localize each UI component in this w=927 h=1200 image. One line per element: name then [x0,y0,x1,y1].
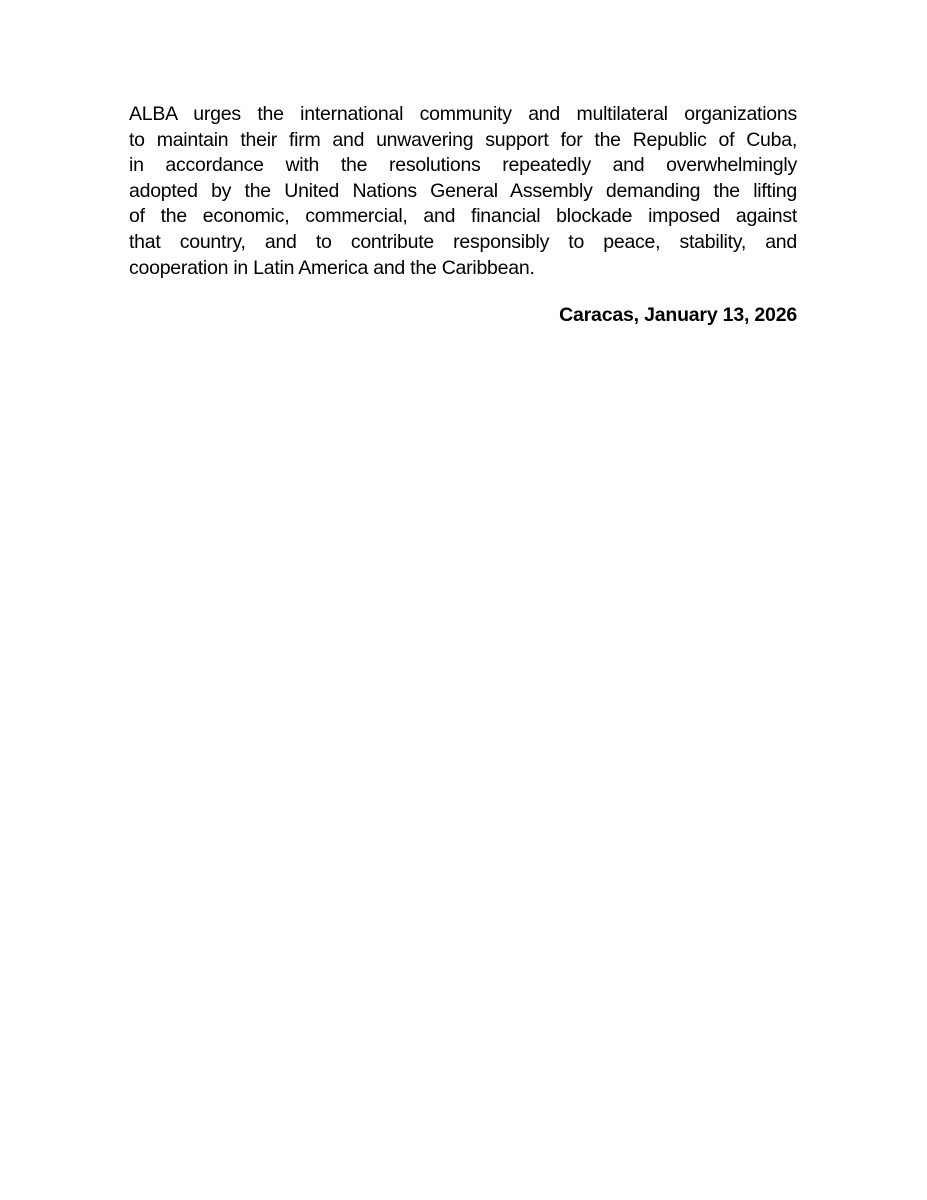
document-content [129,102,797,329]
paragraph-line: of the economic, commercial, and financial blockade imposed against [129,205,797,228]
paragraph-line: that country, and to contribute responsibly to peace, stability, and [129,230,797,253]
paragraph-line: adopted by the United Nations General Assembly demanding the lifting [129,179,797,202]
body-paragraph [129,102,797,281]
paragraph-line: to maintain their firm and unwavering support for the Republic of Cuba, [129,128,797,151]
paragraph-line: cooperation in Latin America and the Caribbean. [129,256,535,279]
paragraph-line: in accordance with the resolutions repeatedly and overwhelmingly [129,154,797,177]
place-date-signature: Caracas, January 13, 2026 [559,304,797,327]
paragraph-line: ALBA urges the international community and multilateral organizations [129,103,797,125]
